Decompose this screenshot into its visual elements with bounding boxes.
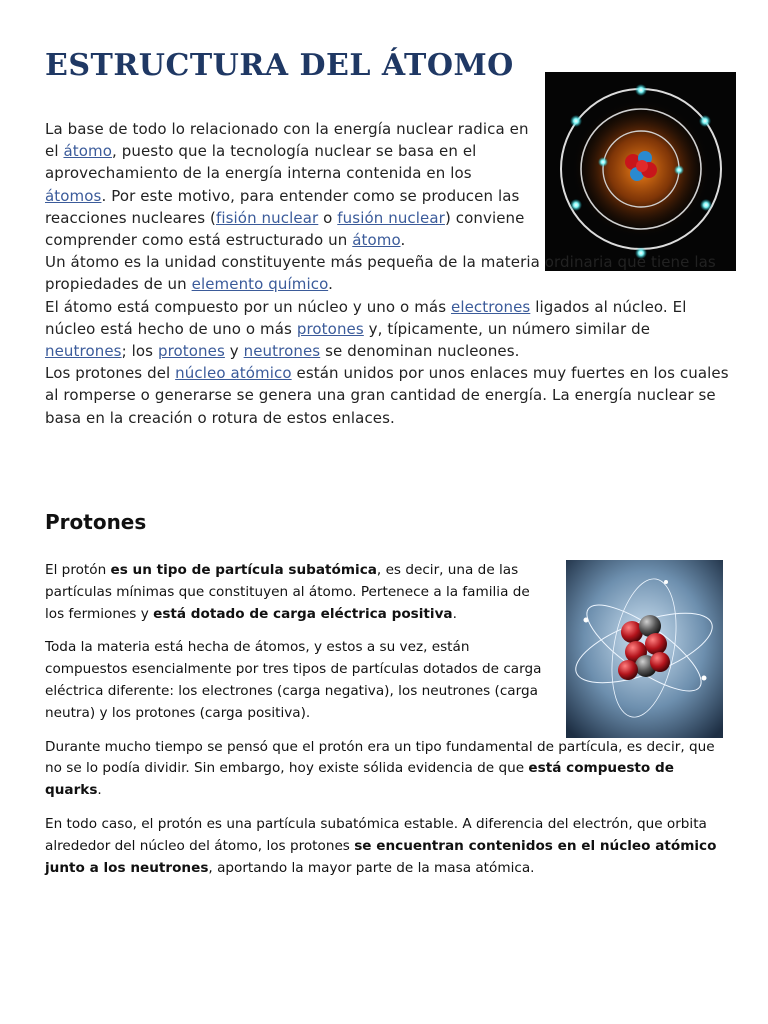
- protones-section: [45, 560, 735, 891]
- link-atomo-2[interactable]: átomo: [352, 231, 401, 250]
- text: .: [400, 231, 406, 250]
- text: ) conviene comprender como está estructurado un: [45, 208, 525, 250]
- link-neutrones[interactable]: neutrones: [45, 342, 122, 361]
- text: y, típicamente, un número similar de: [363, 319, 651, 338]
- text: . Por este motivo, para entender como se producen las reacciones nucleares (: [45, 186, 520, 227]
- link-atomos[interactable]: átomos: [45, 186, 102, 205]
- text: ligados al núcleo. El núcleo está hecho de uno o más: [45, 297, 687, 338]
- protones-paragraph-3: [45, 737, 735, 802]
- text: , aportando la mayor parte de la masa atómica.: [208, 859, 535, 876]
- link-neutrones-2[interactable]: neutrones: [243, 342, 321, 361]
- bold-text: está dotado de carga eléctrica positiva: [153, 605, 453, 622]
- text: .: [452, 605, 457, 622]
- protones-paragraph-4: [45, 814, 735, 879]
- text: Los protones del: [45, 364, 176, 383]
- intro-paragraph-1: [45, 118, 535, 251]
- bold-text: está compuesto de quarks: [45, 760, 674, 799]
- bold-text: es un tipo de partícula subatómica: [110, 562, 377, 578]
- text: y: [224, 342, 244, 361]
- text: , puesto que la tecnología nuclear se basa en el aprovechamiento de la energía interna contenida en los: [45, 142, 477, 183]
- text: Durante mucho tiempo se pensó que el protón era un tipo fundamental de partícula, es decir, que no se lo podía dividir. Sin embargo, hoy existe sólida evidencia de que: [45, 738, 715, 777]
- link-protones[interactable]: protones: [296, 319, 364, 338]
- protones-paragraph-2: Toda la materia está hecha de átomos, y estos a su vez, están compuestos esencialmente por tres tipos de partículas dotados de carga eléctrica diferente: los electrones (carga negativa), los neutrones (carga neutra) y los protones (carga positiva).: [45, 639, 542, 721]
- link-fision-nuclear[interactable]: fisión nuclear: [215, 208, 319, 227]
- link-nucleo-atomico[interactable]: núcleo atómico: [175, 364, 292, 383]
- intro-text: [45, 118, 735, 429]
- section-heading-protones: Protones: [45, 510, 147, 534]
- link-elemento-quimico[interactable]: elemento químico: [191, 275, 329, 294]
- text: Un átomo es la unidad constituyente más pequeña de la materia ordinaria que tiene las propiedades de un: [45, 253, 716, 294]
- intro-paragraph-3: [45, 296, 735, 363]
- link-atomo[interactable]: átomo: [63, 142, 113, 161]
- text: El protón: [45, 562, 111, 578]
- text: La base de todo lo relacionado con la energía nuclear radica en el: [45, 120, 529, 161]
- bold-text: se encuentran contenidos en el núcleo atómico junto a los neutrones: [45, 837, 717, 876]
- text: El átomo está compuesto por un núcleo y uno o más: [45, 297, 451, 316]
- link-electrones[interactable]: electrones: [451, 297, 531, 316]
- text: o: [318, 208, 338, 227]
- text: , es decir, una de las partículas mínimas que constituyen al átomo. Pertenece a la familia de los fermiones y: [45, 562, 530, 622]
- page-title: ESTRUCTURA DEL ÁTOMO: [45, 48, 514, 83]
- link-fusion-nuclear[interactable]: fusión nuclear: [337, 208, 445, 227]
- text: En todo caso, el protón es una partícula subatómica estable. A diferencia del electrón, que orbita alrededor del núcleo del átomo, los protones: [45, 815, 707, 854]
- text: .: [97, 782, 102, 799]
- text: se denominan nucleones.: [320, 342, 520, 361]
- intro-paragraph-4: [45, 362, 735, 429]
- intro-paragraph-2: [45, 251, 735, 295]
- text: están unidos por unos enlaces muy fuertes en los cuales al romperse o generarse se genera una gran cantidad de energía. La energía nuclear se basa en la creación o rotura de estos enlaces.: [45, 364, 729, 427]
- link-protones-2[interactable]: protones: [157, 342, 225, 361]
- text: ; los: [121, 342, 158, 361]
- text: .: [328, 275, 334, 294]
- protones-paragraph-1: [45, 560, 553, 625]
